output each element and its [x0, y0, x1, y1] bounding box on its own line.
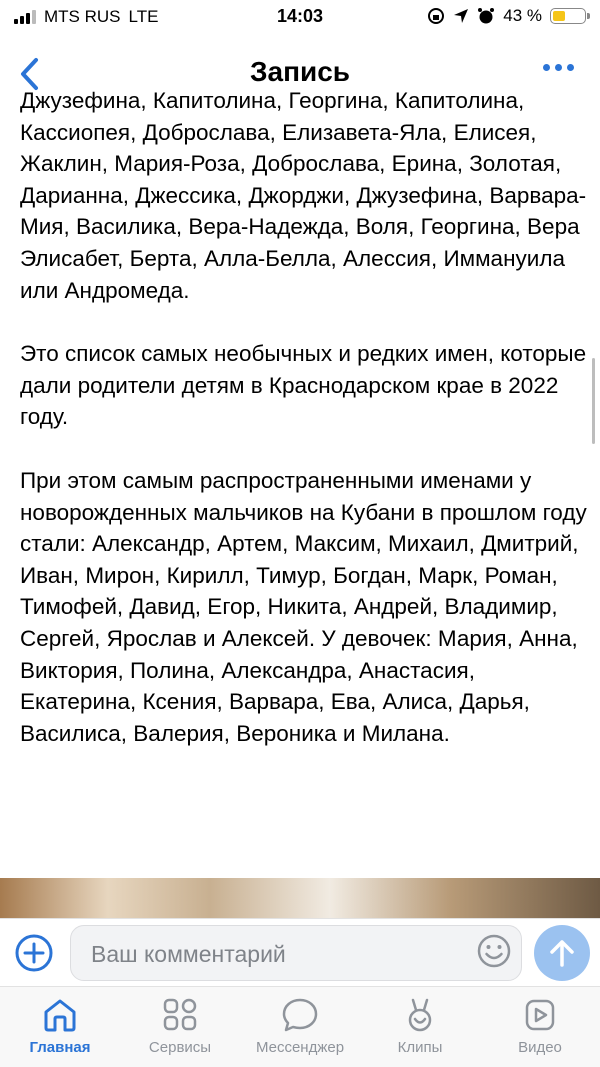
tab-bar: [0, 986, 600, 1067]
battery-fill: [553, 11, 565, 21]
status-bar: [0, 0, 600, 34]
tab-label: Главная: [29, 1039, 91, 1056]
status-time: 14:03: [276, 6, 324, 26]
comment-input[interactable]: Ваш комментарий: [70, 925, 522, 981]
page-title: Запись: [249, 56, 351, 87]
comment-bar: [0, 918, 600, 987]
add-attachment-icon[interactable]: [14, 933, 54, 973]
post-paragraph: При этом самым распространенными именами у новорожденных мальчиков на Кубани в прошлом году стали: Александр, Артем, Максим, Михаил, Дмитрий, Иван, Мирон, Кирилл, Тимур, Богдан, Марк, Роман, Тимофей, Давид, Егор, Никита, Андрей, Владимир, Сергей, Ярослав и Алексей. У девочек: Мария, Анна, Виктория, Полина, Александра, Анастасия, Екатерина, Ксения, Варвара, Ева, Алиса, Дарья, Василиса, Валерия, Вероника и Милана.: [20, 467, 587, 746]
services-icon: [161, 997, 199, 1033]
battery-icon: [550, 8, 586, 24]
tab-messenger[interactable]: [245, 997, 355, 1056]
location-icon: [453, 8, 469, 24]
tab-label: Сервисы: [148, 1039, 212, 1056]
emoji-icon[interactable]: [476, 933, 512, 969]
tab-services[interactable]: [125, 997, 235, 1056]
send-button[interactable]: [534, 925, 590, 981]
messenger-icon: [281, 997, 319, 1033]
post-text: [20, 88, 590, 866]
post-paragraph: Джузефина, Капитолина, Георгина, Капитолина, Кассиопея, Доброслава, Елизавета-Яла, Елисея, Жаклин, Мария-Роза, Доброслава, Ерина, Золотая, Дарианна, Джессика, Джорджи, Джузефина, Варвара-Мия, Василика, Вера-Надежда, Воля, Георгина, Вера Элисабет, Берта, Алла-Белла, Алессия, Иммануила или Андромеда.: [20, 88, 587, 303]
video-icon: [521, 997, 559, 1033]
alarm-icon: [477, 7, 495, 25]
home-icon: [41, 997, 79, 1033]
carrier-name: MTS RUS: [44, 7, 121, 26]
send-arrow-icon: [548, 938, 576, 968]
battery-percent: 43 %: [503, 6, 542, 25]
tab-clips[interactable]: [365, 997, 475, 1056]
status-right: [427, 6, 586, 26]
screen-lock-icon: [427, 7, 445, 25]
network-type: LTE: [128, 7, 159, 26]
tab-home[interactable]: [5, 997, 115, 1056]
tab-label: Клипы: [397, 1039, 443, 1056]
post-paragraph: Это список самых необычных и редких имен, которые дали родители детям в Краснодарском крае в 2022 году.: [20, 341, 587, 430]
tab-label: Видео: [518, 1039, 562, 1056]
tab-label: Мессенджер: [255, 1039, 345, 1056]
tab-video[interactable]: [485, 997, 595, 1056]
clips-icon: [401, 997, 439, 1033]
more-options-icon[interactable]: [543, 64, 574, 71]
scrollbar[interactable]: [592, 358, 595, 444]
